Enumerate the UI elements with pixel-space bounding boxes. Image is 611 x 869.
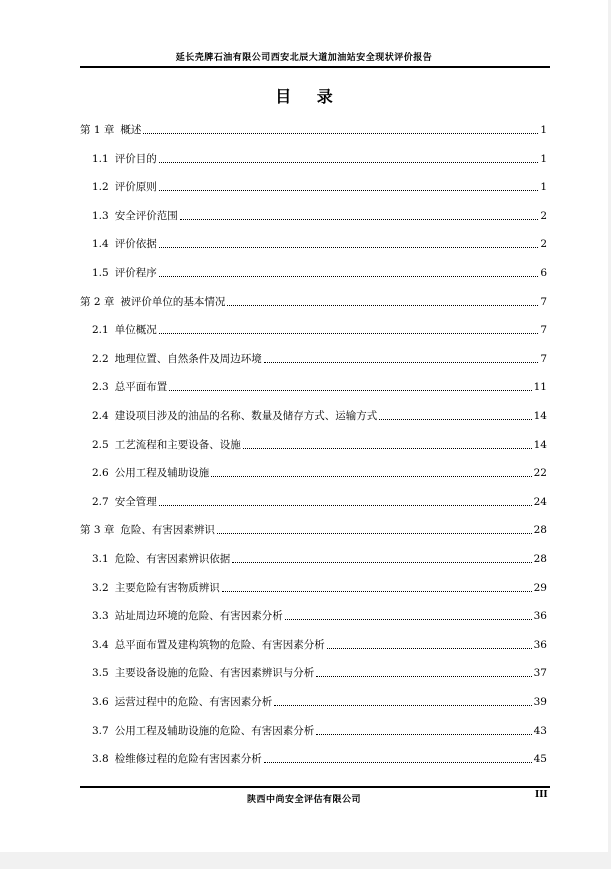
toc-entry-page: 7: [540, 324, 547, 337]
toc-entry-title: 运营过程中的危险、有害因素分析: [114, 696, 273, 708]
toc-entry-number: 3.1: [92, 553, 109, 565]
toc-section-entry[interactable]: [92, 319, 547, 337]
toc-chapter-entry[interactable]: [80, 119, 547, 137]
toc-section-entry[interactable]: [92, 605, 547, 623]
toc-entry-page: 28: [533, 553, 547, 565]
toc-entry-page: 14: [533, 410, 547, 422]
toc-section-entry[interactable]: [92, 376, 547, 394]
toc-section-entry[interactable]: [92, 233, 547, 251]
toc-entry-page: 37: [533, 667, 547, 680]
toc-dot-leader: [243, 447, 532, 449]
toc-entry-number: 2.5: [92, 438, 109, 451]
toc-dot-leader: [159, 189, 539, 191]
toc-entry-number: 3.2: [92, 581, 109, 594]
toc-entry-number: 2.3: [92, 381, 109, 394]
toc-entry-number: 2.2: [92, 352, 109, 365]
toc-dot-leader: [227, 304, 538, 306]
toc-entry-title: 建设项目涉及的油品的名称、数量及储存方式、运输方式: [114, 410, 378, 422]
toc-dot-leader: [285, 618, 532, 620]
toc-entry-number: 2.1: [92, 324, 109, 337]
toc-dot-leader: [327, 647, 532, 649]
toc-dot-leader: [222, 590, 532, 592]
toc-entry-number: 3.3: [92, 610, 109, 623]
toc-section-entry[interactable]: [92, 148, 547, 166]
footer-divider: [80, 786, 550, 788]
toc-entry-number: 2.7: [92, 495, 109, 508]
toc-dot-leader: [211, 475, 531, 477]
toc-entry-page: 1: [540, 152, 547, 165]
toc-entry-title: 安全管理: [114, 495, 157, 508]
toc-dot-leader: [217, 532, 532, 534]
toc-entry-page: 2: [540, 238, 547, 251]
toc-entry-number: 2.4: [92, 410, 109, 422]
toc-entry-title: 评价依据: [114, 238, 157, 251]
toc-section-entry[interactable]: [92, 405, 547, 423]
toc-entry-title: 评价目的: [114, 152, 157, 165]
toc-section-entry[interactable]: [92, 577, 547, 595]
toc-entry-title: 总平面布置及建构筑物的危险、有害因素分析: [114, 638, 325, 651]
toc-entry-number: 3.6: [92, 696, 109, 708]
toc-dot-leader: [143, 132, 538, 134]
toc-dot-leader: [159, 161, 539, 163]
toc-entry-title: 站址周边环境的危险、有害因素分析: [114, 610, 283, 623]
toc-entry-title: 安全评价范围: [114, 209, 178, 222]
toc-entry-title: 评价原则: [114, 181, 157, 194]
toc-entry-page: 7: [540, 295, 547, 308]
toc-entry-number: 1.3: [92, 209, 109, 222]
toc-section-entry[interactable]: [92, 262, 547, 280]
toc-entry-title: 危险、有害因素辨识依据: [114, 553, 231, 565]
toc-entry-page: 6: [540, 267, 547, 279]
toc-section-entry[interactable]: [92, 634, 547, 652]
toc-section-entry[interactable]: [92, 434, 547, 452]
toc-dot-leader: [232, 561, 531, 563]
toc-entry-page: 14: [533, 438, 547, 451]
toc-entry-title: 主要危险有害物质辨识: [114, 581, 220, 594]
toc-dot-leader: [264, 761, 532, 763]
toc-entry-title: 公用工程及辅助设施: [114, 467, 210, 480]
toc-section-entry[interactable]: [92, 462, 547, 480]
toc-entry-number: 3.8: [92, 753, 109, 766]
toc-entry-title: 主要设备设施的危险、有害因素辨识与分析: [114, 667, 315, 680]
toc-chapter-entry[interactable]: [80, 291, 547, 309]
footer-company: 陕西中尚安全评估有限公司: [246, 795, 361, 805]
toc-entry-page: 45: [533, 753, 547, 766]
toc-entry-page: 29: [533, 581, 547, 594]
toc-title: 目 录: [275, 87, 343, 106]
toc-chapter-entry[interactable]: [80, 519, 547, 537]
toc-entry-page: 43: [533, 724, 547, 737]
toc-entry-number: 第 2 章: [80, 295, 115, 308]
toc-entry-number: 1.2: [92, 181, 109, 194]
toc-section-entry[interactable]: [92, 548, 547, 566]
toc-dot-leader: [316, 675, 531, 677]
toc-section-entry[interactable]: [92, 748, 547, 766]
toc-entry-number: 2.6: [92, 467, 109, 480]
toc-entry-page: 2: [540, 209, 547, 222]
toc-entry-title: 公用工程及辅助设施的危险、有害因素分析: [114, 724, 315, 737]
toc-entry-number: 3.4: [92, 638, 109, 651]
toc-dot-leader: [159, 275, 539, 277]
toc-entry-page: 1: [540, 181, 547, 194]
toc-entry-title: 危险、有害因素辨识: [120, 524, 215, 537]
toc-entry-page: 28: [533, 524, 547, 537]
toc-dot-leader: [159, 246, 539, 248]
toc-section-entry[interactable]: [92, 662, 547, 680]
toc-dot-leader: [316, 733, 531, 735]
toc-dot-leader: [274, 704, 531, 706]
toc-entry-number: 第 1 章: [80, 124, 115, 136]
toc-entry-number: 1.4: [92, 238, 109, 251]
toc-entry-page: 7: [540, 352, 547, 365]
toc-entry-number: 3.5: [92, 667, 109, 680]
toc-entry-number: 1.5: [92, 267, 109, 279]
running-header: 延长壳牌石油有限公司西安北辰大道加油站安全现状评价报告: [175, 53, 433, 63]
toc-dot-leader: [169, 389, 531, 391]
toc-entry-title: 单位概况: [114, 324, 157, 337]
toc-entry-page: 36: [533, 610, 547, 623]
toc-entry-page: 36: [533, 638, 547, 651]
toc-entry-title: 被评价单位的基本情况: [120, 295, 226, 308]
header-divider: [80, 66, 550, 68]
toc-dot-leader: [264, 361, 539, 363]
footer-page-number: III: [535, 790, 548, 800]
toc-entry-page: 39: [533, 696, 547, 708]
toc-section-entry[interactable]: [92, 205, 547, 223]
toc-section-entry[interactable]: [92, 176, 547, 194]
toc-entry-title: 地理位置、自然条件及周边环境: [114, 352, 262, 365]
toc-section-entry[interactable]: [92, 348, 547, 366]
toc-entry-page: 1: [540, 124, 547, 136]
toc-entry-number: 第 3 章: [80, 524, 115, 537]
toc-entry-number: 3.7: [92, 724, 109, 737]
toc-dot-leader: [159, 504, 532, 506]
toc-entry-title: 检维修过程的危险有害因素分析: [114, 753, 262, 766]
toc-entry-page: 11: [533, 381, 547, 394]
toc-dot-leader: [379, 418, 531, 420]
toc-entry-number: 1.1: [92, 152, 109, 165]
toc-entry-page: 22: [533, 467, 547, 480]
toc-section-entry[interactable]: [92, 720, 547, 738]
toc-entry-title: 评价程序: [114, 267, 157, 279]
toc-entry-page: 24: [533, 495, 547, 508]
toc-section-entry[interactable]: [92, 491, 547, 509]
toc-entry-title: 工艺流程和主要设备、设施: [114, 438, 241, 451]
toc-entry-title: 概述: [120, 124, 142, 136]
toc-dot-leader: [159, 332, 539, 334]
toc-entry-title: 总平面布置: [114, 381, 168, 394]
toc-dot-leader: [180, 218, 539, 220]
toc-section-entry[interactable]: [92, 691, 547, 709]
